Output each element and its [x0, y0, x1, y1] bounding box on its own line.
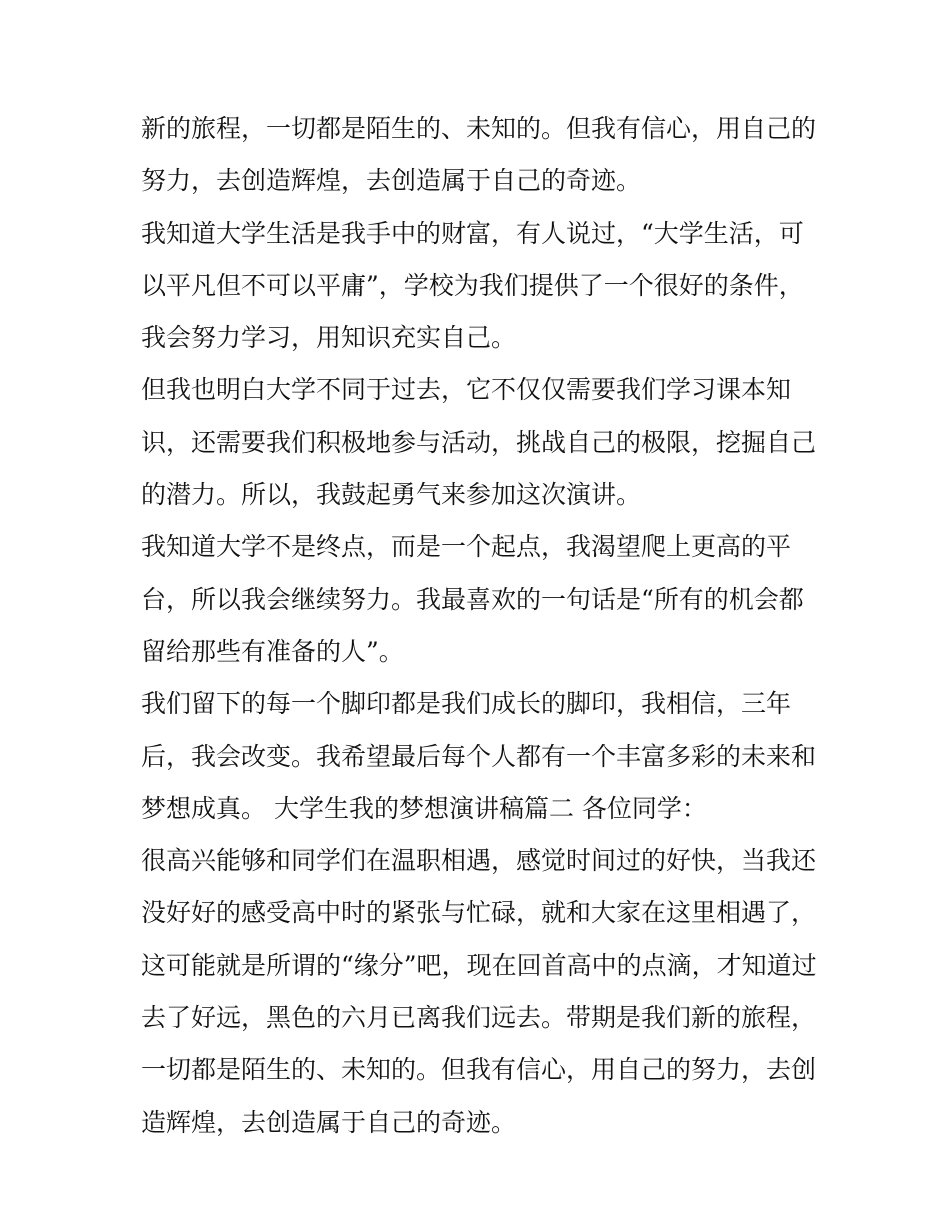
text-line: 我知道大学生活是我手中的财富，有人说过，“大学生活，可 — [141, 218, 804, 248]
text-line: 新的旅程，一切都是陌生的、未知的。但我有信心，用自己的 — [141, 114, 817, 143]
paragraph-1 — [141, 103, 821, 208]
paragraph-6 — [141, 835, 821, 1149]
text-line: 去了好远，黑色的六月已离我们远去。带期是我们新的旅程， — [141, 1003, 817, 1033]
paragraph-4 — [141, 521, 821, 678]
text-line: 但我也明白大学不同于过去，它不仅仅需要我们学习课本知 — [141, 375, 792, 405]
text-line: 留给那些有准备的人”。 — [141, 636, 404, 666]
text-line: 我知道大学不是终点，而是一个起点，我渴望爬上更高的平 — [141, 532, 792, 562]
text-line: 的潜力。所以，我鼓起勇气来参加这次演讲。 — [141, 480, 642, 510]
text-line: 造辉煌，去创造属于自己的奇迹。 — [141, 1107, 517, 1137]
text-line: 后，我会改变。我希望最后每个人都有一个丰富多彩的未来和 — [141, 741, 817, 771]
text-line: 梦想成真。 大学生我的梦想演讲稿篇二 各位同学： — [141, 793, 707, 823]
document-body — [141, 103, 821, 1149]
text-line: 台，所以我会继续努力。我最喜欢的一句话是“所有的机会都 — [141, 584, 804, 614]
text-line: 以平凡但不可以平庸”，学校为我们提供了一个很好的条件， — [141, 270, 804, 300]
text-line: 很高兴能够和同学们在温职相遇，感觉时间过的好快，当我还 — [141, 846, 817, 876]
paragraph-5 — [141, 678, 821, 835]
text-line: 我们留下的每一个脚印都是我们成长的脚印，我相信，三年 — [141, 689, 792, 719]
text-line: 我会努力学习，用知识充实自己。 — [141, 323, 517, 353]
text-line: 一切都是陌生的、未知的。但我有信心，用自己的努力，去创 — [141, 1055, 817, 1085]
text-line: 识，还需要我们积极地参与活动，挑战自己的极限，挖掘自己 — [141, 427, 817, 457]
paragraph-2 — [141, 208, 821, 365]
paragraph-3 — [141, 364, 821, 521]
text-line: 努力，去创造辉煌，去创造属于自己的奇迹。 — [141, 166, 642, 196]
text-line: 没好好的感受高中时的紧张与忙碌，就和大家在这里相遇了， — [141, 898, 817, 928]
text-line: 这可能就是所谓的“缘分”吧，现在回首高中的点滴，才知道过 — [141, 950, 817, 980]
